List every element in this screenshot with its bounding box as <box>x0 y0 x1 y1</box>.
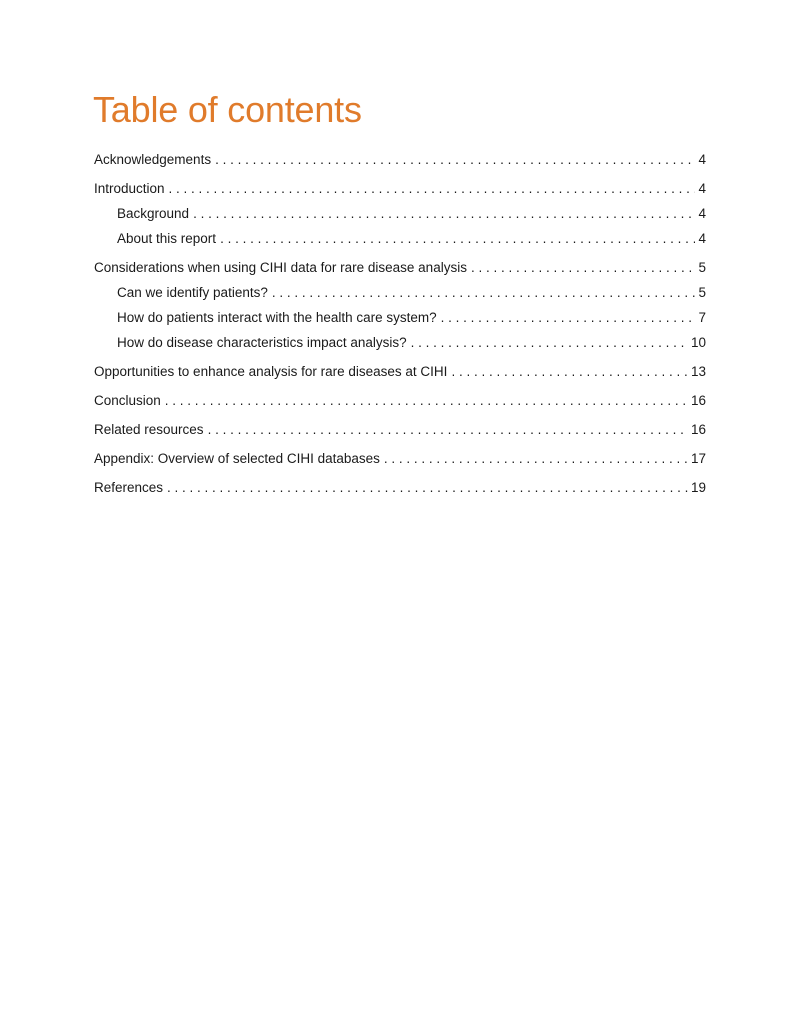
toc-dot-leader <box>441 305 696 330</box>
toc-entry-considerations[interactable] <box>94 255 706 280</box>
toc-page-number: 16 <box>690 422 706 437</box>
toc-entry-identify-patients[interactable] <box>94 280 706 305</box>
toc-dot-leader <box>169 176 696 201</box>
toc-dot-leader <box>215 147 695 172</box>
toc-page-number: 4 <box>698 231 706 246</box>
toc-page-number: 4 <box>698 206 706 221</box>
toc-entry-label: Related resources <box>94 422 204 437</box>
toc-entry-conclusion[interactable] <box>94 388 706 413</box>
toc-page-number: 16 <box>690 393 706 408</box>
toc-entry-label: How do patients interact with the health care system? <box>117 310 437 325</box>
toc-page-number: 19 <box>690 480 706 495</box>
toc-entry-introduction[interactable] <box>94 176 706 201</box>
toc-dot-leader <box>411 330 688 355</box>
toc-entry-label: How do disease characteristics impact analysis? <box>117 335 407 350</box>
toc-page-number: 7 <box>698 310 706 325</box>
toc-entry-references[interactable] <box>94 475 706 500</box>
toc-entry-label: Introduction <box>94 181 165 196</box>
toc-entry-related-resources[interactable] <box>94 417 706 442</box>
toc-page-number: 5 <box>698 260 706 275</box>
toc-page-number: 5 <box>698 285 706 300</box>
toc-dot-leader <box>208 417 688 442</box>
toc-entry-label: Appendix: Overview of selected CIHI databases <box>94 451 380 466</box>
toc-entry-patients-interact[interactable] <box>94 305 706 330</box>
toc-entry-opportunities[interactable] <box>94 359 706 384</box>
toc-page-number: 4 <box>698 152 706 167</box>
toc-entry-about-this-report[interactable] <box>94 226 706 251</box>
toc-dot-leader <box>193 201 695 226</box>
toc-entry-acknowledgements[interactable] <box>94 147 706 172</box>
toc-entry-label: Background <box>117 206 190 221</box>
toc-entry-label: Can we identify patients? <box>117 285 268 300</box>
toc-page-number: 17 <box>690 451 706 466</box>
toc-entry-label: Conclusion <box>94 393 161 408</box>
table-of-contents <box>94 147 706 500</box>
toc-entry-disease-characteristics[interactable] <box>94 330 706 355</box>
toc-entry-label: Opportunities to enhance analysis for rare diseases at CIHI <box>94 364 448 379</box>
toc-entry-label: Acknowledgements <box>94 152 212 167</box>
toc-entry-label: Considerations when using CIHI data for rare disease analysis <box>94 260 467 275</box>
toc-dot-leader <box>384 446 688 471</box>
toc-page-number: 4 <box>698 181 706 196</box>
toc-page-number: 13 <box>690 364 706 379</box>
toc-dot-leader <box>165 388 688 413</box>
toc-entry-background[interactable] <box>94 201 706 226</box>
toc-dot-leader <box>471 255 696 280</box>
toc-entry-label: About this report <box>117 231 217 246</box>
toc-dot-leader <box>272 280 696 305</box>
toc-entry-label: References <box>94 480 164 495</box>
toc-entry-appendix[interactable] <box>94 446 706 471</box>
toc-dot-leader <box>167 475 688 500</box>
toc-page-number: 10 <box>690 335 706 350</box>
toc-dot-leader <box>451 359 688 384</box>
page-title: Table of contents <box>93 89 362 130</box>
toc-dot-leader <box>220 226 695 251</box>
